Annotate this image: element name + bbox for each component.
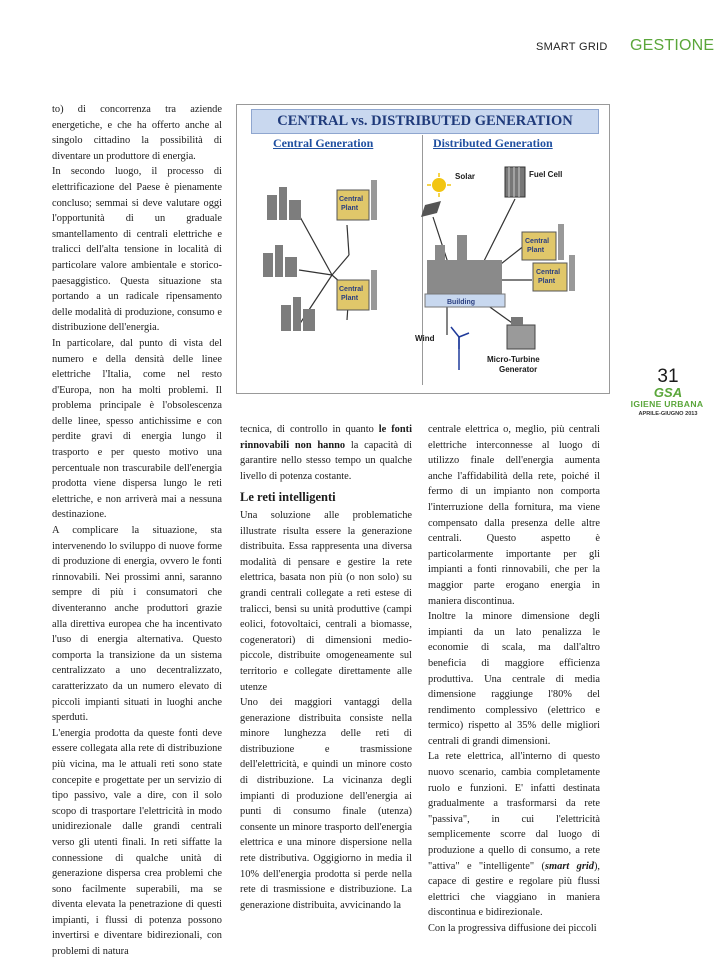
micro-turbine-icon bbox=[507, 317, 535, 349]
svg-text:Fuel Cell: Fuel Cell bbox=[529, 170, 563, 179]
central-generation-label: Central Generation bbox=[273, 136, 374, 150]
svg-text:Generator: Generator bbox=[499, 365, 538, 374]
city-icon bbox=[281, 297, 315, 331]
diagram-drawing bbox=[237, 105, 609, 393]
paragraph: A complicare la situazione, sta intervenendo lo sviluppo di nuove forme di produzione di energia, ovvero le fonti rinnovabili. Nei prossimi anni, saranno sempre di più i consumatori che diventeranno anche produttori grazie alla direttiva europea che ha incentivato l'uso di energia alternativa. Questo comporta la transizione da un sistema centralizzato a uno decentralizzato, caratterizzato da un numero elevato di piccoli impianti situati in luoghi anche sperduti. bbox=[52, 525, 222, 724]
svg-text:Central: Central bbox=[525, 238, 550, 245]
fuel-cell-icon bbox=[505, 167, 525, 197]
svg-text:Central: Central bbox=[536, 269, 561, 276]
text-column-1 bbox=[52, 102, 222, 960]
central-plant-icon bbox=[337, 270, 377, 310]
paragraph: Uno dei maggiori vantaggi della generazione distribuita consiste nella minore lunghezza delle reti di distribuzione e trasmissione dell'elettricità, e quindi un minore costo di distribuzione. La vicinanza degli impianti di produzione dell'energia ai punti di consumo finale (utenza) consente un minore trasporto dell'energia elettrica e una minore dispersione nella rete distributiva. Oggigiorno in media il 10% dell'energia prodotta si perde nella rete di trasmissione e distribuzione. La generazione distribuita, avvicinando la bbox=[240, 697, 412, 911]
svg-text:Micro-Turbine: Micro-Turbine bbox=[487, 355, 540, 364]
paragraph: Inoltre la minore dimensione degli impianti da un lato penalizza le economie di scala, ma dall'altro beneficia di maggiore efficienza produttiva. Una centrale di media dimensione raggiunge l'80% del rendimento complessivo (elettrico e termico) rispetto al 35% delle migliori centrali di grandi dimensioni. bbox=[428, 611, 600, 747]
diagram-title: CENTRAL vs. DISTRIBUTED GENERATION bbox=[277, 113, 573, 129]
svg-text:Central: Central bbox=[339, 286, 364, 293]
paragraph: In secondo luogo, il processo di elettrificazione del Paese è pienamente concluso; semmai si deve valutare oggi l'opportunità di un graduale smantellamento di centrali elettriche e tralicci dell'alta tensione in località di particolare valore ambientale e storico-paesaggistico. Questa situazione sta portando a un radicale ripensamento delle modalità di produzione, consumo e distribuzione dell'energia. bbox=[52, 166, 222, 334]
paragraph: to) di concorrenza tra aziende energetiche, e che ha offerto anche al singolo cittadino la possibilità di diventare un produttore di energia. bbox=[52, 104, 222, 162]
paragraph: Con la progressiva diffusione dei piccoli bbox=[428, 923, 597, 934]
svg-text:Wind: Wind bbox=[415, 334, 435, 343]
svg-text:Plant: Plant bbox=[538, 278, 556, 285]
svg-text:Plant: Plant bbox=[341, 295, 359, 302]
page-number: 31 bbox=[657, 366, 679, 387]
paragraph: L'energia prodotta da queste fonti deve essere collegata alla rete di distribuzione più vicina, ma le attuali reti sono state concepite e progettate per un servizio di tipo passivo, vale a dire, con il solo scopo di trasportare l'elettricità in modo unidirezionale dalle grandi centrali verso gli utenti finali. In reti siffatte la connessione di qualche unità di generazione dispersa crea problemi che sono facilmente superabili, ma se diventa elevata la penetrazione di questi impianti, i flussi di potenza possono invertirsi e diventare bidirezionali, con problemi di natura bbox=[52, 727, 222, 958]
svg-text:Solar: Solar bbox=[455, 172, 476, 181]
city-icon bbox=[267, 187, 301, 220]
paragraph: In particolare, dal punto di vista del numero e della densità delle linee elettriche l'Italia, come nel resto d'Europa, non ha molti problemi. Il problema principale è l'obsolescenza delle linee, spesso antichissime e con perdite gravi di energia lungo il trasporto e per questo motivo una percentuale non trascurabile dell'energia prodotta viene dispersa lungo le reti elettriche, e non arriverà mai a nessuna destinazione. bbox=[52, 337, 222, 521]
svg-text:Plant: Plant bbox=[341, 205, 359, 212]
svg-text:Plant: Plant bbox=[527, 247, 545, 254]
magazine-name: IGIENE URBANA bbox=[630, 399, 704, 409]
paragraph: La rete elettrica, all'interno di questo nuovo scenario, cambia completamente ruolo e funzioni. E' infatti destinata gradualmente a trasformarsi da rete "passiva", in cui l'elettricità semplicemente scorre dal luogo di produzione a quello di consumo, a rete "attiva" e "intelligente" (smart grid), capace di gestire e regolare più flussi elettrici che viaggiano in maniera discontinua e bidirezionale. bbox=[428, 751, 601, 919]
svg-text:Central: Central bbox=[339, 196, 364, 203]
gsa-logo: GSA bbox=[653, 385, 683, 400]
sun-icon bbox=[427, 173, 451, 197]
central-plant-icon bbox=[337, 180, 377, 220]
paragraph: tecnica, di controllo in quanto le fonti rinnovabili non hanno la capacità di garantire nello stesso tempo un qualche livello di potenza costante. bbox=[240, 424, 412, 482]
paragraph: Una soluzione alle problematiche illustrate risulta essere la generazione distribuita. Essa rappresenta una diversa modalità di pensare e gestire la rete elettrica, basata non più (o non solo) su grandi centrali collegate a reti estese di tralicci, bensì su unità produttive (campi eolici, fotovoltaici, centrali a biomasse, cogeneratori) di dimensioni medio-piccole, distribuite omogeneamente sul territorio e collegate direttamente alle utenze bbox=[240, 509, 412, 693]
central-plant-icon bbox=[522, 224, 564, 260]
solar-panel-icon bbox=[421, 201, 441, 217]
building-icon bbox=[425, 235, 505, 307]
section-label: SMART GRID bbox=[536, 41, 608, 53]
issue-date: APRILE-GIUGNO 2013 bbox=[638, 411, 698, 417]
wind-turbine-icon bbox=[451, 327, 469, 370]
category-label: GESTIONE bbox=[630, 37, 715, 54]
generation-diagram bbox=[236, 104, 610, 394]
svg-text:Building: Building bbox=[447, 299, 475, 306]
text-column-2 bbox=[240, 422, 412, 913]
paragraph: centrale elettrica o, meglio, più centrali elettriche interconnesse al luogo di utilizzo finale dell'energia aumenta anche l'affidabilità della rete, poiché il fermo di un impianto non comporta l'interruzione della fornitura, ma viene compensato dalla presenza delle altre centrali. Questo aspetto è particolarmente importante per gli impianti a fonti rinnovabili, che per la maggior parte erogano energia in maniera discontinua. bbox=[428, 424, 600, 607]
text-column-3 bbox=[428, 422, 600, 937]
city-icon bbox=[263, 245, 297, 277]
distributed-generation-label: Distributed Generation bbox=[433, 136, 553, 150]
section-heading: Le reti intelligenti bbox=[240, 490, 336, 505]
